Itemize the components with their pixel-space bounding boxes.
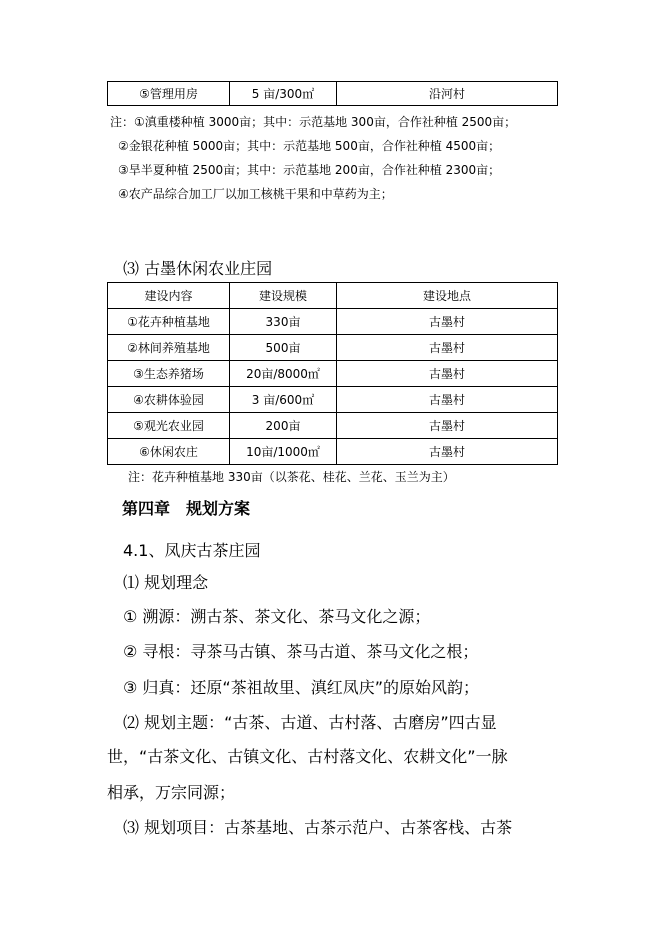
table-cell: ①花卉种植基地 — [108, 309, 230, 335]
note-line: ③旱半夏种植 2500亩；其中：示范基地 200亩，合作社种植 2300亩； — [118, 163, 501, 177]
table-cell: 沿河村 — [337, 82, 558, 106]
guomo-farm-table — [107, 282, 558, 465]
table-cell: ④农耕体验园 — [108, 387, 230, 413]
note-line: 注：花卉种植基地 330亩（以茶花、桂花、兰花、玉兰为主） — [128, 470, 455, 484]
table-cell: 古墨村 — [337, 439, 558, 465]
table-cell: 古墨村 — [337, 335, 558, 361]
table-row — [108, 439, 558, 465]
table-row — [108, 361, 558, 387]
table-cell: 古墨村 — [337, 413, 558, 439]
section-title: ⑶ 古墨休闲农业庄园 — [123, 259, 273, 278]
table-cell: 古墨村 — [337, 387, 558, 413]
table-cell: 古墨村 — [337, 309, 558, 335]
table-cell: 20亩/8000㎡ — [230, 361, 337, 387]
management-table — [107, 81, 558, 106]
chapter-title: 第四章 规划方案 — [122, 499, 251, 518]
table-cell: ⑤观光农业园 — [108, 413, 230, 439]
body-line: ⑴ 规划理念 — [123, 573, 209, 592]
body-line: 世，“古茶文化、古镇文化、古村落文化、农耕文化”一脉 — [107, 747, 508, 766]
table-cell: 500亩 — [230, 335, 337, 361]
table-row — [108, 387, 558, 413]
table-row — [108, 309, 558, 335]
table-cell: ②林间养殖基地 — [108, 335, 230, 361]
table-cell: ③生态养猪场 — [108, 361, 230, 387]
body-line: 相承，万宗同源； — [107, 783, 236, 802]
table-header: 建设内容 — [108, 283, 230, 309]
table-cell: 5 亩/300㎡ — [230, 82, 337, 106]
body-line: ⑵ 规划主题：“古茶、古道、古村落、古磨房”四古显 — [123, 713, 497, 732]
table-cell: 3 亩/600㎡ — [230, 387, 337, 413]
table-header: 建设规模 — [230, 283, 337, 309]
table-cell: 330亩 — [230, 309, 337, 335]
table-row — [108, 335, 558, 361]
table-header: 建设地点 — [337, 283, 558, 309]
section-heading: 4.1、凤庆古茶庄园 — [123, 541, 261, 560]
table-row — [108, 82, 558, 106]
body-line: ② 寻根：寻茶马古镇、茶马古道、茶马文化之根； — [123, 642, 479, 661]
table-cell: 古墨村 — [337, 361, 558, 387]
note-line: ④农产品综合加工厂以加工核桃干果和中草药为主； — [118, 187, 393, 201]
body-line: ⑶ 规划项目：古茶基地、古茶示范户、古茶客栈、古茶 — [123, 818, 513, 837]
body-line: ③ 归真：还原“茶祖故里、滇红凤庆”的原始风韵； — [123, 678, 480, 697]
note-line: ②金银花种植 5000亩；其中：示范基地 500亩，合作社种植 4500亩； — [118, 139, 501, 153]
table-header-row — [108, 283, 558, 309]
table-cell: 10亩/1000㎡ — [230, 439, 337, 465]
body-line: ① 溯源：溯古茶、茶文化、茶马文化之源； — [123, 607, 431, 626]
table-cell: ⑥休闲农庄 — [108, 439, 230, 465]
table-cell: 200亩 — [230, 413, 337, 439]
table-row — [108, 413, 558, 439]
table-cell: ⑤管理用房 — [108, 82, 230, 106]
note-line: 注：①滇重楼种植 3000亩；其中：示范基地 300亩，合作社种植 2500亩； — [110, 115, 517, 129]
